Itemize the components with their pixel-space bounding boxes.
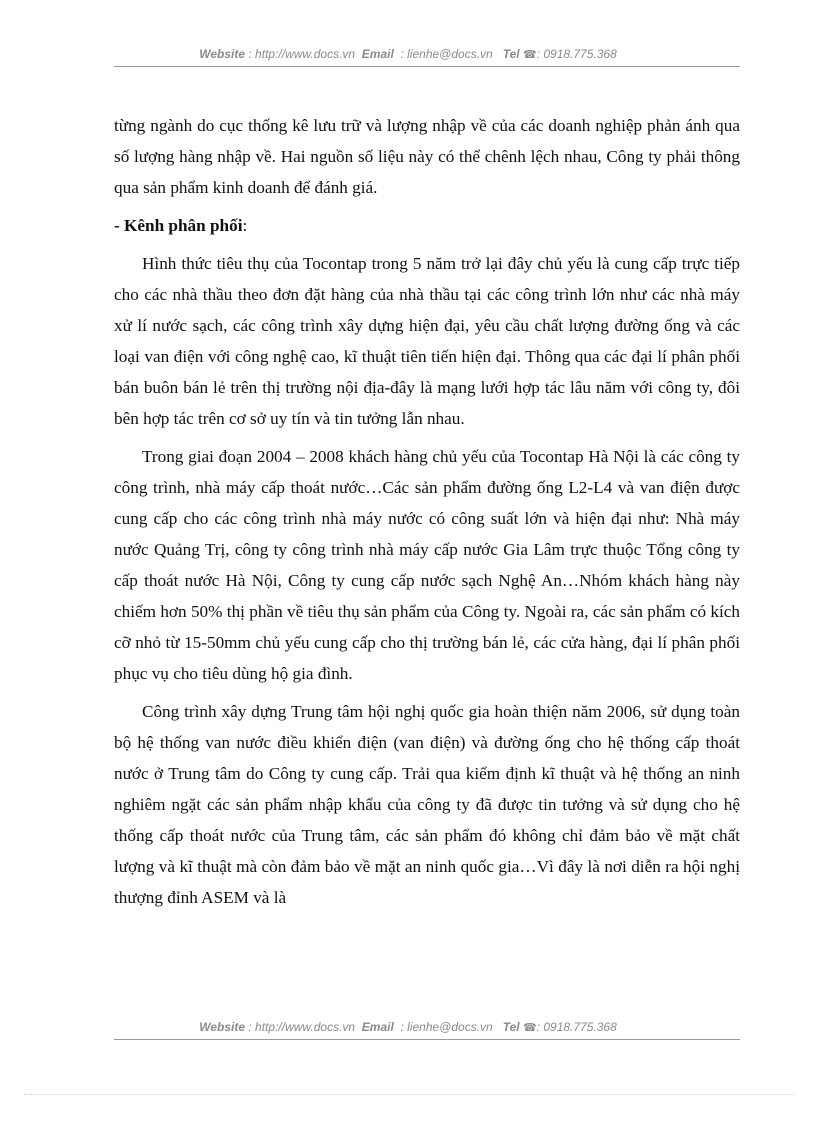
paragraph-1: từng ngành do cục thống kê lưu trữ và lượng nhập về của các doanh nghiệp phản ánh qua số lượng hàng nhập về. Hai nguồn số liệu này có thể chênh lệch nhau, Công ty phải thông qua sản phẩm kinh doanh để đánh giá. [114,116,740,197]
phone-icon: ☎ [522,1022,537,1034]
header-divider [114,66,740,67]
email-label: Email [361,47,394,61]
tel-value: : 0918.775.368 [536,1020,617,1034]
phone-icon: ☎ [522,49,537,61]
email-label: Email [361,1020,394,1034]
tel-label: Tel [502,1020,520,1034]
paragraph-2: Hình thức tiêu thụ của Tocontap trong 5 năm trở lại đây chủ yếu là cung cấp trực tiếp cho các nhà thầu theo đơn đặt hàng của nhà thầu tại các công trình lớn như các nhà máy xử lí nước sạch, các công trình xây dựng hiện đại, yêu cầu chất lượng đường ống và các loại van điện với công nghệ cao, kĩ thuật tiên tiến hiện đại. Thông qua các đại lí phân phối bán buôn bán lẻ trên thị trường nội địa-đây là mạng lưới hợp tác lâu năm với công ty, đôi bên hợp tác trên cơ sở uy tín và tin tưởng lẫn nhau. [114,254,740,428]
tel-value: : 0918.775.368 [536,47,617,61]
page-footer [0,1020,816,1034]
page-header [0,47,816,61]
email-value[interactable]: : lienhe@docs.vn [400,47,493,61]
website-label: Website [199,47,246,61]
heading-colon: : [242,216,248,235]
footer-divider [114,1039,740,1040]
paragraph-4: Công trình xây dựng Trung tâm hội nghị quốc gia hoàn thiện năm 2006, sử dụng toàn bộ hệ thống van nước điều khiển điện (van điện) và đường ống cho hệ thống cấp thoát nước ở Trung tâm do Công ty cung cấp. Trải qua kiểm định kĩ thuật và hệ thống an ninh nghiêm ngặt các sản phẩm nhập khẩu của công ty đã được tin tưởng và sử dụng cho hệ thống cấp thoát nước của Trung tâm, các sản phẩm đó không chỉ đảm bảo về mặt chất lượng và kĩ thuật mà còn đảm bảo về mặt an ninh quốc gia…Vì đây là nơi diễn ra hội nghị thượng đỉnh ASEM và là [114,702,740,907]
website-value[interactable]: : http://www.docs.vn [248,1020,356,1034]
heading-text: - Kênh phân phối [114,216,243,235]
email-value[interactable]: : lienhe@docs.vn [400,1020,493,1034]
document-body [114,110,740,913]
paragraph-3: Trong giai đoạn 2004 – 2008 khách hàng chủ yếu của Tocontap Hà Nội là các công ty công trình, nhà máy cấp thoát nước…Các sản phẩm đường ống L2-L4 và van điện được cung cấp cho các công trình nhà máy nước có công suất lớn và hiện đại như: Nhà máy nước Quảng Trị, công ty công trình nhà máy cấp nước Gia Lâm trực thuộc Tổng công ty cấp thoát nước Hà Nội, Công ty cung cấp nước sạch Nghệ An…Nhóm khách hàng này chiếm hơn 50% thị phần về tiêu thụ sản phẩm của Công ty. Ngoài ra, các sản phẩm có kích cỡ nhỏ từ 15-50mm chủ yếu cung cấp cho thị trường bán lẻ, các cửa hàng, đại lí phân phối phục vụ cho tiêu dùng hộ gia đình. [114,447,740,683]
page-edge-dotted-line [24,1094,794,1095]
website-value[interactable]: : http://www.docs.vn [248,47,356,61]
section-heading [114,210,740,241]
website-label: Website [199,1020,246,1034]
tel-label: Tel [502,47,520,61]
